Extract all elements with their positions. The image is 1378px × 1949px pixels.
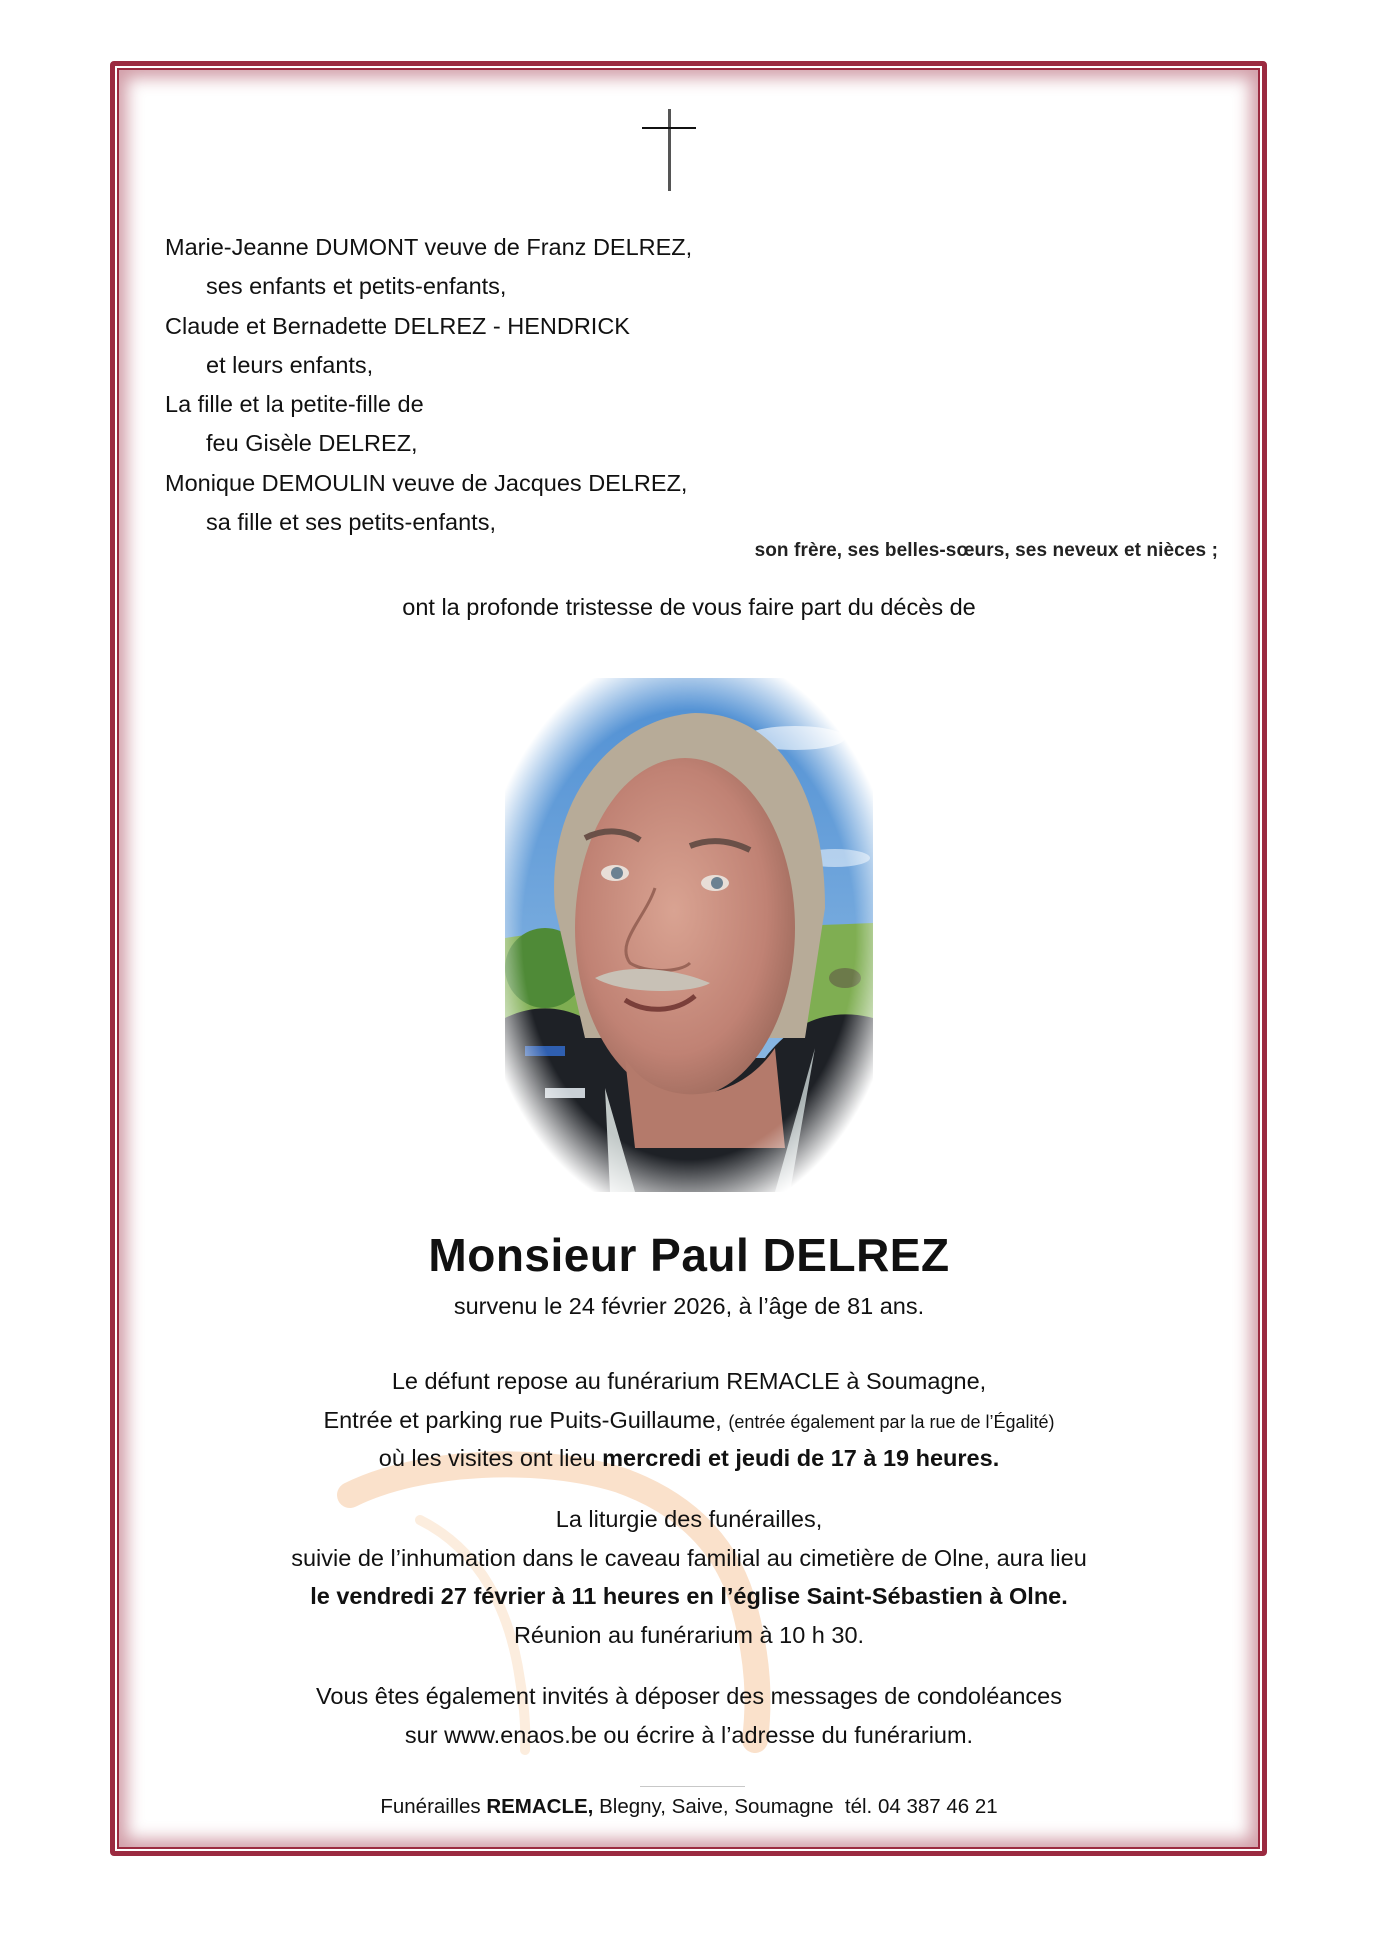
visitation-hours: mercredi et jeudi de 17 à 19 heures. [602,1445,1000,1471]
deceased-name: Monsieur Paul DELREZ [428,1229,950,1281]
liturgy-line: La liturgie des funérailles, [555,1506,823,1532]
deceased-portrait-photo [505,678,873,1192]
announcement-intro: ont la profonde tristesse de vous faire part du décès de [402,594,976,620]
footer-divider [640,1786,745,1787]
visitation-line [0,1439,1378,1478]
siblings-line: son frère, ses belles-sœurs, ses neveux et nièces ; [754,540,1218,561]
liturgy-line: Réunion au funérarium à 10 h 30. [513,1621,865,1648]
cross-icon [642,109,696,191]
liturgy-line [0,1577,1378,1616]
funeral-home-footer [0,1795,1378,1819]
family-line: Marie-Jeanne DUMONT veuve de Franz DELREZ, [165,234,693,260]
photo-iris [711,877,723,889]
photo-sweater-stripe [525,1046,565,1056]
photo-tree [829,968,861,988]
photo-sweater-stripe [545,1088,585,1098]
visitation-line [0,1401,1378,1440]
family-line: Monique DEMOULIN veuve de Jacques DELREZ, [165,469,688,496]
family-line: ses enfants et petits-enfants, [206,273,507,300]
footer-locations: Blegny, Saive, Soumagne [599,1795,834,1818]
photo-face [575,758,795,1098]
cross-horizontal-bar [642,127,696,129]
cross-vertical-bar [668,109,671,191]
liturgy-section [0,1500,1378,1654]
liturgy-line: suivie de l’inhumation dans le caveau familial au cimetière de Olne, aura lieu [291,1544,1087,1571]
visitation-section [0,1362,1378,1478]
condolences-line: sur www.enaos.be ou écrire à l’adresse du funérarium. [404,1721,974,1748]
family-line: feu Gisèle DELREZ, [206,430,418,457]
visitation-line: Le défunt repose au funérarium REMACLE à Soumagne, [391,1368,987,1394]
family-line: La fille et la petite-fille de [165,391,424,418]
footer-company: REMACLE, [486,1795,594,1818]
footer-prefix: Funérailles [380,1795,481,1818]
family-line: et leurs enfants, [206,351,374,378]
family-line: Claude et Bernadette DELREZ - HENDRICK [165,312,630,339]
portrait-illustration [505,678,873,1192]
footer-phone: 04 387 46 21 [877,1795,998,1818]
condolences-section [0,1677,1378,1754]
footer-phone-label: tél. [844,1795,873,1818]
liturgy-date-place: le vendredi 27 février à 11 heures en l’église Saint-Sébastien à Olne. [310,1583,1068,1609]
visitation-entrance: Entrée et parking rue Puits-Guillaume, [323,1406,722,1433]
deceased-death-info: survenu le 24 février 2026, à l’âge de 81 ans. [453,1293,925,1319]
photo-iris [611,867,623,879]
visitation-hours-prefix: où les visites ont lieu [378,1445,596,1471]
family-line: sa fille et ses petits-enfants, [206,509,496,536]
visitation-entrance-note: (entrée également par la rue de l’Égalité) [728,1411,1055,1432]
family-list [165,228,1215,542]
condolences-line: Vous êtes également invités à déposer des messages de condoléances [316,1683,1062,1709]
